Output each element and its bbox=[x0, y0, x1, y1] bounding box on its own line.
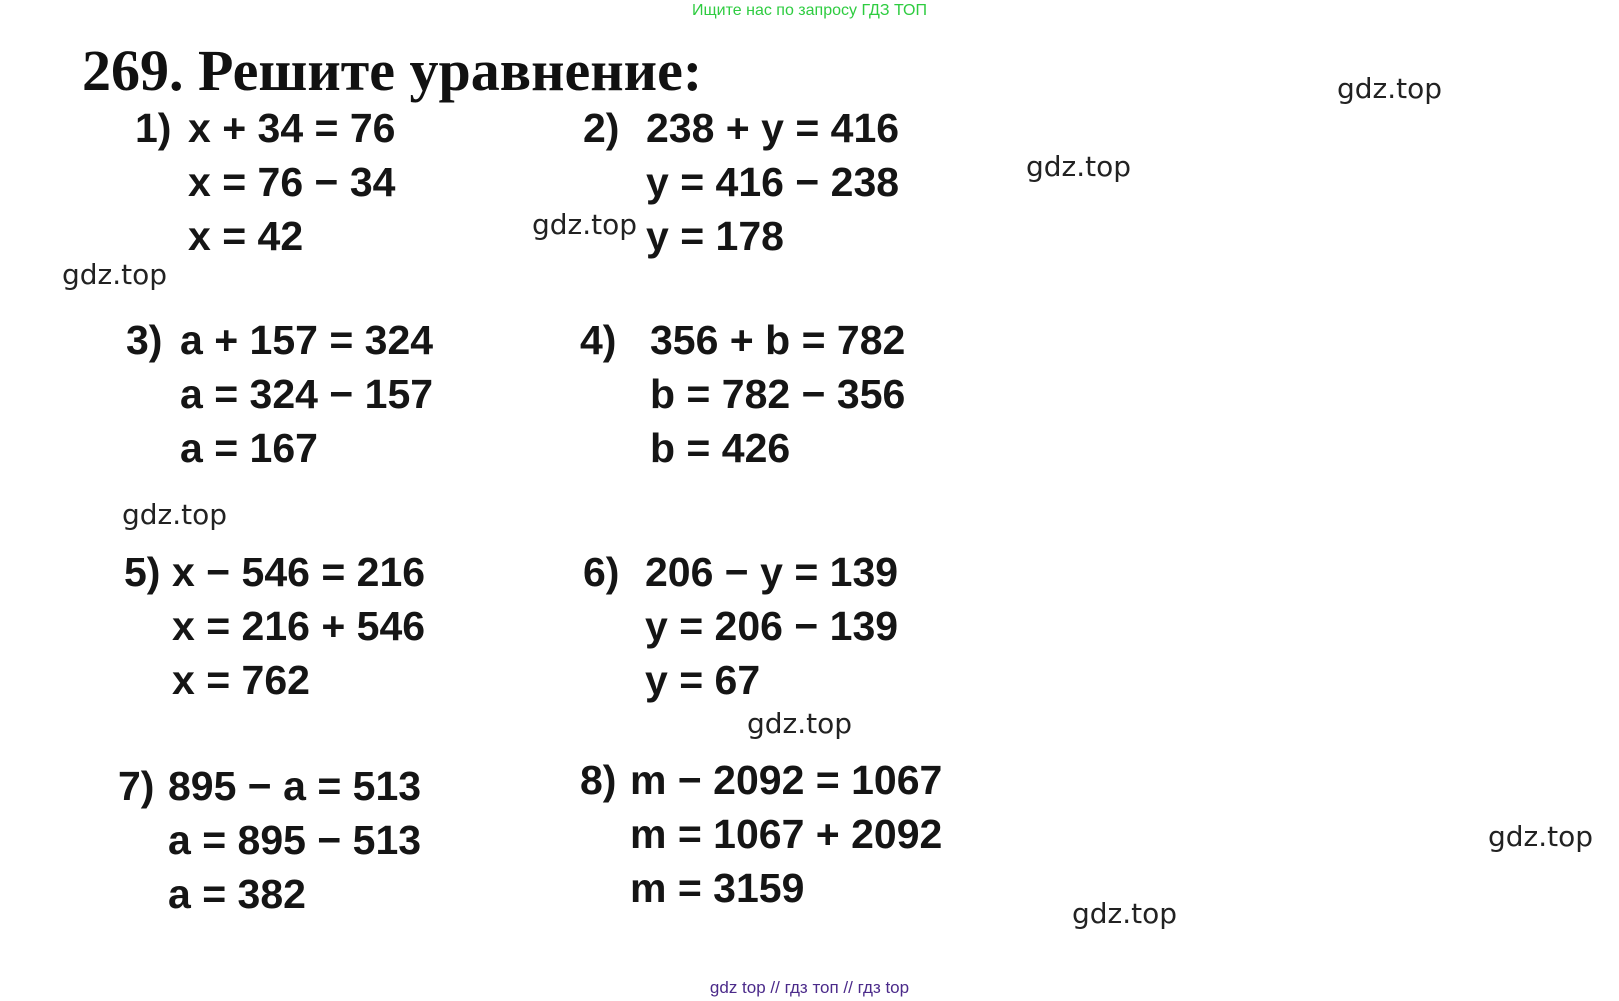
equation-line: y = 67 bbox=[645, 657, 761, 703]
equation-line: a + 157 = 324 bbox=[180, 317, 434, 363]
search-prompt-link[interactable]: Ищите нас по запросу ГДЗ ТОП bbox=[692, 2, 927, 19]
equation-line: x = 762 bbox=[172, 657, 310, 703]
equation-line: m = 3159 bbox=[630, 865, 805, 911]
equation-line: y = 178 bbox=[646, 213, 784, 259]
equation-line: 206 − y = 139 bbox=[645, 549, 899, 595]
equation-line: y = 206 − 139 bbox=[645, 603, 899, 649]
equation-line: x = 76 − 34 bbox=[188, 159, 396, 205]
watermark: gdz.top bbox=[1072, 897, 1178, 930]
problem-number: 1) bbox=[135, 105, 172, 151]
equation-line: x + 34 = 76 bbox=[188, 105, 396, 151]
equation-line: b = 426 bbox=[650, 425, 791, 471]
equation-line: x = 42 bbox=[188, 213, 304, 259]
watermark: gdz.top bbox=[122, 498, 228, 531]
equation-line: b = 782 − 356 bbox=[650, 371, 906, 417]
watermark: gdz.top bbox=[1488, 820, 1594, 853]
equation-line: x − 546 = 216 bbox=[172, 549, 426, 595]
watermark: gdz.top bbox=[532, 208, 638, 241]
equation-line: 238 + y = 416 bbox=[646, 105, 900, 151]
equation-line: 356 + b = 782 bbox=[650, 317, 906, 363]
watermark: gdz.top bbox=[62, 258, 168, 291]
problem-number: 8) bbox=[580, 757, 617, 803]
footer-links[interactable]: gdz top // гдз топ // гдз top bbox=[709, 978, 910, 997]
watermark: gdz.top bbox=[1337, 72, 1443, 105]
equation-line: a = 895 − 513 bbox=[168, 817, 422, 863]
equation-line: x = 216 + 546 bbox=[172, 603, 426, 649]
equation-line: y = 416 − 238 bbox=[646, 159, 900, 205]
equation-line: a = 324 − 157 bbox=[180, 371, 434, 417]
watermark: gdz.top bbox=[1026, 150, 1132, 183]
exercise-title: 269. Решите уравнение: bbox=[82, 38, 703, 103]
problem-number: 7) bbox=[118, 763, 155, 809]
equation-line: a = 167 bbox=[180, 425, 318, 471]
equation-line: m − 2092 = 1067 bbox=[630, 757, 943, 803]
equation-line: 895 − a = 513 bbox=[168, 763, 422, 809]
equation-line: m = 1067 + 2092 bbox=[630, 811, 943, 857]
equation-line: a = 382 bbox=[168, 871, 306, 917]
problem-number: 4) bbox=[580, 317, 617, 363]
watermark: gdz.top bbox=[747, 707, 853, 740]
problem-number: 2) bbox=[583, 105, 620, 151]
problem-number: 5) bbox=[124, 549, 161, 595]
problem-number: 6) bbox=[583, 549, 620, 595]
problem-number: 3) bbox=[126, 317, 163, 363]
